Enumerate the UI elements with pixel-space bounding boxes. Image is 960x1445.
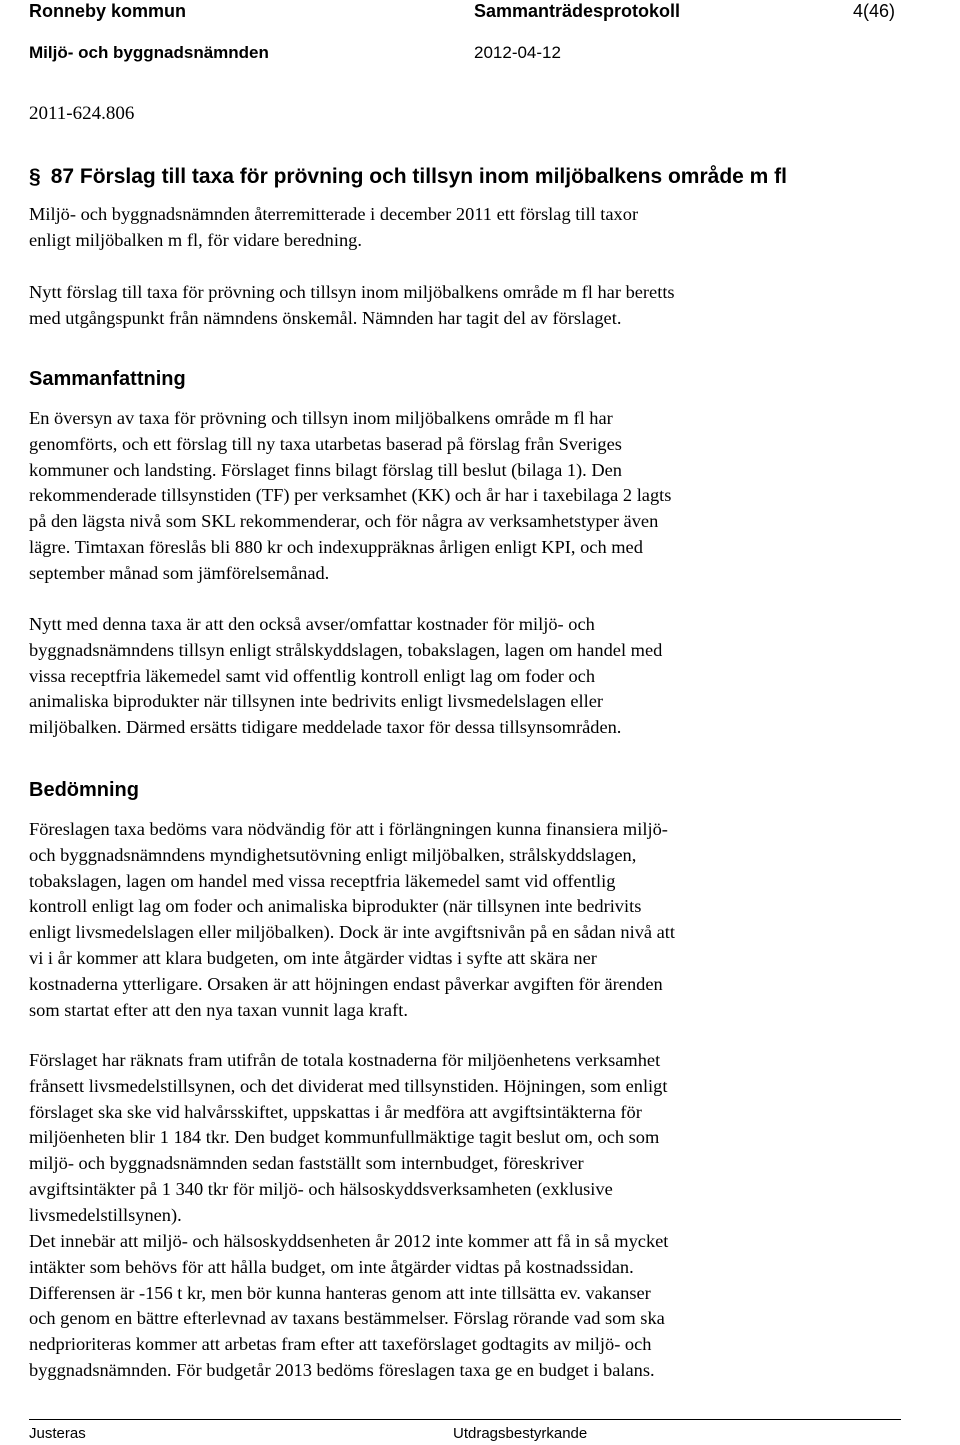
assessment-heading: Bedömning (29, 779, 139, 801)
text-line: vissa receptfria läkemedel samt vid offentlig kontroll enligt lag om foder och (29, 665, 596, 686)
text-line: miljöenheten blir 1 184 tkr. Den budget kommunfullmäktige tagit beslut om, och som (29, 1127, 660, 1148)
text-line: tobakslagen, lagen om handel med vissa receptfria läkemedel samt vid offentlig (29, 870, 616, 891)
text-line: som startat efter att den nya taxan vunnit laga kraft. (29, 999, 408, 1020)
footer-divider (29, 1419, 901, 1420)
text-line: enligt miljöbalken m fl, för vidare beredning. (29, 229, 362, 250)
text-line: vi i år kommer att klara budgeten, om inte åtgärder vidtas i syfte att skära ner (29, 947, 597, 968)
intro-paragraph-2 (29, 280, 934, 332)
summary-paragraph-2 (29, 612, 934, 741)
text-line: Nytt med denna taxa är att den också avser/omfattar kostnader för miljö- och (29, 614, 595, 634)
text-line: Förslaget har räknats fram utifrån de totala kostnaderna för miljöenhetens verksamhet (29, 1050, 661, 1070)
section-symbol: § (29, 165, 41, 188)
section-title (29, 164, 787, 190)
text-line: september månad som jämförelsemånad. (29, 562, 330, 583)
assessment-paragraph-2 (29, 1048, 934, 1229)
summary-heading: Sammanfattning (29, 368, 186, 390)
document-type: Sammanträdesprotokoll (474, 1, 681, 21)
section-title-text: 87 Förslag till taxa för prövning och tillsyn inom miljöbalkens område m fl (50, 165, 787, 188)
assessment-paragraph-3 (29, 1229, 934, 1384)
text-line: och genom en bättre efterlevnad av taxans bestämmelser. Förslag rörande vad som ska (29, 1308, 665, 1329)
text-line: enligt livsmedelslagen eller miljöbalken). Dock är inte avgiftsnivån på en sådan nivå att (29, 922, 676, 943)
text-line: lägre. Timtaxan föreslås bli 880 kr och indexuppräknas årligen enligt KPI, och med (29, 536, 643, 557)
text-line: Föreslagen taxa bedöms vara nödvändig för att i förlängningen kunna finansiera miljö- (29, 819, 668, 839)
assessment-paragraph-1 (29, 817, 934, 1023)
text-line: Differensen är -156 t kr, men bör kunna hanteras genom att inte tillsätta ev. vakanser (29, 1282, 651, 1303)
text-line: byggnadsnämnden. För budgetår 2013 bedöms föreslagen taxa ge en budget i balans. (29, 1359, 655, 1380)
text-line: och byggnadsnämndens myndighetsutövning enligt miljöbalken, strålskyddslagen, (29, 844, 637, 865)
page-number: 4(46) (853, 1, 896, 21)
text-line: Miljö- och byggnadsnämnden återremitterade i december 2011 ett förslag till taxor (29, 204, 639, 224)
text-line: förslaget ska ske vid halvårsskiftet, uppskattas i år medföra att avgiftsintäkterna för (29, 1101, 642, 1122)
text-line: livsmedelstillsynen). (29, 1204, 182, 1225)
text-line: animaliska biprodukter när tillsynen inte bedrivits enligt livsmedelslagen eller (29, 691, 604, 712)
case-number: 2011-624.806 (29, 103, 135, 124)
text-line: rekommenderade tillsynstiden (TF) per verksamhet (KK) och år har i taxebilaga 2 lagts (29, 485, 672, 506)
text-line: med utgångspunkt från nämndens önskemål. Nämnden har tagit del av förslaget. (29, 307, 622, 328)
text-line: Det innebär att miljö- och hälsoskyddsenheten år 2012 inte kommer att få in så mycket (29, 1231, 669, 1251)
text-line: avgiftsintäkter på 1 340 tkr för miljö- och hälsoskyddsverksamheten (exklusive (29, 1178, 613, 1199)
text-line: frånsett livsmedelstillsynen, och det dividerat med tillsynstiden. Höjningen, som enligt (29, 1075, 668, 1096)
municipality-name: Ronneby kommun (29, 1, 187, 21)
committee-name: Miljö- och byggnadsnämnden (29, 43, 269, 62)
text-line: miljö- och byggnadsnämnden sedan fastställt som internbudget, föreskriver (29, 1153, 584, 1174)
text-line: nedprioriteras kommer att arbetas fram efter att taxeförslaget godtagits av miljö- och (29, 1334, 652, 1355)
text-line: miljöbalken. Därmed ersätts tidigare meddelade taxor för dessa tillsynsområden. (29, 717, 622, 738)
text-line: kommuner och landsting. Förslaget finns bilagt förslag till beslut (bilaga 1). Den (29, 459, 622, 480)
footer-utdragsbestyrkande-label: Utdragsbestyrkande (453, 1425, 588, 1442)
text-line: på den lägsta nivå som SKL rekommenderar, och för några av verksamhetstyper även (29, 511, 659, 532)
text-line: genomförts, och ett förslag till ny taxa utarbetas baserad på förslag från Sveriges (29, 433, 622, 454)
text-line: kontroll enligt lag om foder och animaliska biprodukter (när tillsynen inte bedrivits (29, 896, 642, 917)
summary-paragraph-1 (29, 406, 934, 587)
text-line: kostnaderna ytterligare. Orsaken är att höjningen endast påverkar avgiften för ärenden (29, 973, 663, 994)
text-line: byggnadsnämndens tillsyn enligt strålskyddslagen, tobakslagen, lagen om handel med (29, 639, 663, 660)
meeting-date: 2012-04-12 (474, 43, 561, 62)
text-line: Nytt förslag till taxa för prövning och tillsyn inom miljöbalkens område m fl har beretts (29, 282, 675, 302)
text-line: En översyn av taxa för prövning och tillsyn inom miljöbalkens område m fl har (29, 408, 613, 428)
intro-paragraph-1 (29, 202, 934, 254)
footer-justeras-label: Justeras (29, 1425, 86, 1442)
text-line: intäkter som behövs för att hålla budget, om inte åtgärder vidtas på kostnadssidan. (29, 1256, 634, 1277)
